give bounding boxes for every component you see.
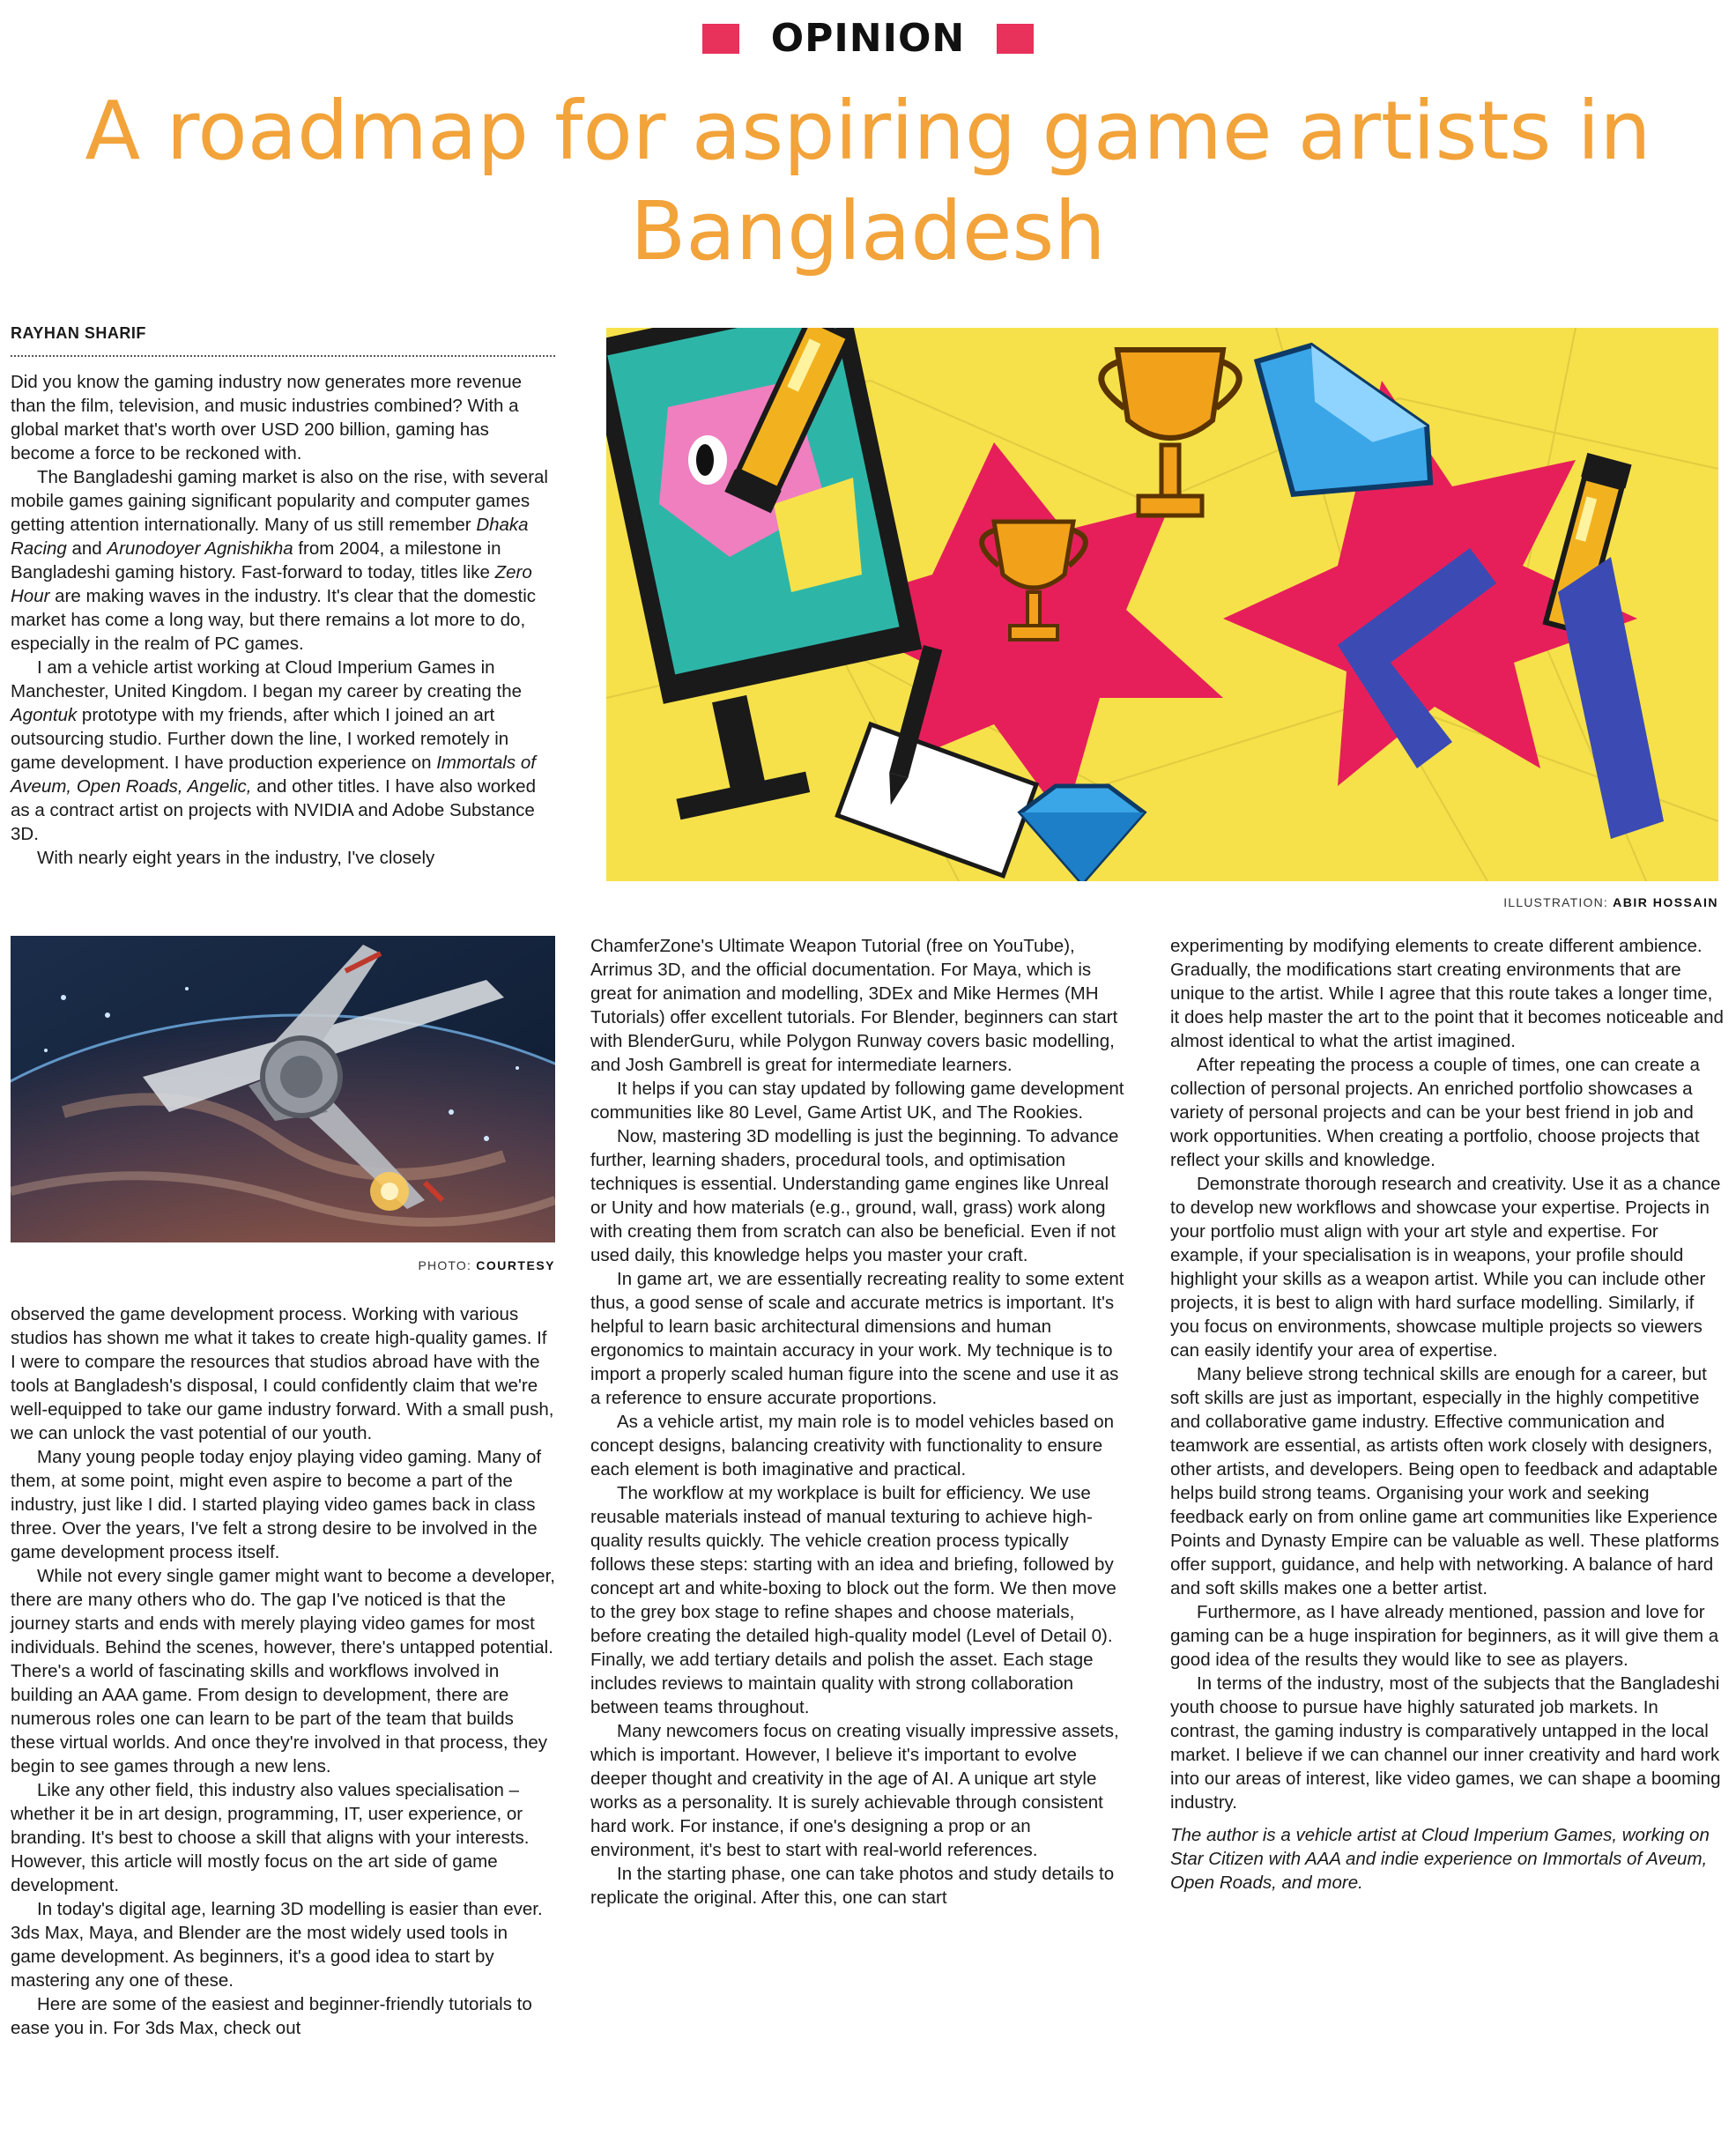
title-italic: Agontuk [11,705,78,725]
article-paragraph: I am a vehicle artist working at Cloud Imperium Games in Manchester, United Kingdom. I began my career by creating the Agontuk prototype with my friends, after which I joined an art outsourcing studio. Further down the line, I worked remotely in game development. I have production experience on Immortals of Aveum, Open Roads, Angelic, and other titles. I have also worked as a contract artist on projects with NVIDIA and Adobe Substance 3D. [11,657,536,844]
article-column-1-top [11,370,555,870]
title-italic: Immortals of Aveum, Open Roads, Angelic, [11,753,536,797]
illustration-credit-name: ABIR HOSSAIN [1613,895,1718,909]
article-column-1-bottom [11,1302,555,2040]
article-paragraph: While not every single gamer might want to become a developer, there are many others who do. The gap I've noticed is that the journey starts and ends with merely playing video games for most individuals. Behind the scenes, however, there's untapped potential. There's a world of fascinating skills and workflows involved in building an AAA game. From design to development, there are numerous roles one can learn to be part of the team that builds these virtual worlds. And once they're involved in that process, they begin to see games through a new lens. [11,1566,555,1776]
illustration-credit-prefix: ILLUSTRATION: [1503,895,1608,909]
article-paragraph: Many believe strong technical skills are enough for a career, but soft skills are just as important, especially in the highly competitive and collaborative game industry. Effective communication and teamwork are essential, as artists often work closely with designers, other artists, and developers. Being open to feedback and adaptable helps build strong teams. Organising your work and seeking feedback early on from online game art communities like Experience Points and Dynasty Empire can be valuable as well. These platforms offer support, guidance, and help with networking. A balance of hard and soft skills makes one a better artist. [1170,1364,1719,1598]
article-paragraph: experimenting by modifying elements to create different ambience. Gradually, the modifications start creating environments that are unique to the artist. While I agree that this route takes a longer time, it does help master the art to the point that it becomes noticeable and almost identical to what the artist imagined. [1170,936,1724,1051]
photo-credit [11,1258,555,1272]
title-italic: Dhaka Racing [11,515,529,559]
photo-credit-prefix: PHOTO: [418,1258,472,1272]
article-paragraph: ChamferZone's Ultimate Weapon Tutorial (free on YouTube), Arrimus 3D, and the official documentation. For Maya, which is great for animation and modelling, 3DEx and Mike Hermes (MH Tutorials) offer excellent tutorials. For Blender, beginners can start with BlenderGuru, while Polygon Runway covers basic modelling, and Josh Gambrell is great for intermediate learners. [590,936,1118,1075]
article-paragraph: Furthermore, as I have already mentioned, passion and love for gaming can be a huge inspiration for beginners, as it will give them a good idea of the results they would like to see as players. [1170,1602,1719,1670]
article-paragraph: In the starting phase, one can take photos and study details to replicate the original. After this, one can start [590,1864,1115,1908]
article-paragraph: Like any other field, this industry also values specialisation – whether it be in art design, programming, IT, user experience, or branding. It's best to choose a skill that aligns with your interests. However, this article will mostly focus on the art side of game development. [11,1780,530,1895]
title-italic: Arunodoyer Agnishikha [107,538,293,559]
article-paragraph: Many newcomers focus on creating visually impressive assets, which is important. However, I believe it's important to evolve deeper thought and creativity in the age of AI. A unique art style works as a personality. It is surely achievable through consistent hard work. For instance, if one's designing a prop or an environment, it's best to start with real-world references. [590,1721,1119,1860]
article-column-2 [590,934,1128,1910]
article-paragraph: observed the game development process. Working with various studios has shown me what it takes to create high-quality games. If I were to compare the resources that studios abroad have with the tools at Bangladesh's disposal, I could confidently claim that we're well-equipped to take our game industry forward. With a small push, we can unlock the vast potential of our youth. [11,1304,554,1443]
illustration-credit [1057,895,1718,909]
spaceship-photo [11,936,555,1242]
article-paragraph: In game art, we are essentially recreating reality to some extent thus, a good sense of scale and accurate metrics is important. It's helpful to learn basic architectural dimensions and human ergonomics to maintain accuracy in your work. My technique is to import a properly scaled human figure into the scene and use it as a reference to ensure accurate proportions. [590,1269,1124,1408]
article-paragraph: Now, mastering 3D modelling is just the beginning. To advance further, learning shaders, procedural tools, and optimisation techniques is essential. Understanding game engines like Unreal or Unity and how materials (e.g., ground, wall, grass) work along with creating them from scratch can also be beneficial. Even if not used daily, this knowledge helps you master your craft. [590,1126,1119,1265]
article-column-3 [1170,934,1725,1895]
photo-credit-name: COURTESY [476,1258,555,1272]
article-paragraph: In terms of the industry, most of the subjects that the Bangladeshi youth choose to pursue have highly saturated job markets. In contrast, the gaming industry is comparatively untapped in the local market. I believe if we can channel our inner creativity and hard work into our areas of interest, like video games, we can shape a booming industry. [1170,1673,1721,1813]
section-tag [0,16,1736,61]
section-marker-right [997,24,1034,54]
article-paragraph: With nearly eight years in the industry, I've closely [37,848,435,868]
article-paragraph: In today's digital age, learning 3D modelling is easier than ever. 3ds Max, Maya, and Blender are the most widely used tools in game development. As beginners, it's a good idea to start by mastering any one of these. [11,1899,543,1991]
article-paragraph: As a vehicle artist, my main role is to model vehicles based on concept designs, balancing creativity with functionality to ensure each element is both imaginative and practical. [590,1412,1115,1480]
article-paragraph: Did you know the gaming industry now generates more revenue than the film, television, and music industries combined? With a global market that's worth over USD 200 billion, gaming has become a force to be reckoned with. [11,372,523,464]
headline: A roadmap for aspiring game artists in Bangladesh [85,84,1651,278]
game-art-illustration [606,328,1718,881]
article-paragraph: It helps if you can stay updated by following game development communities like 80 Level, Game Artist UK, and The Rookies. [590,1079,1124,1123]
article-paragraph: The workflow at my workplace is built for efficiency. We use reusable materials instead of manual texturing to achieve high-quality results quickly. The vehicle creation process typically follows these steps: starting with an idea and briefing, followed by concept art and white-boxing to block out the form. We then move to the grey box stage to refine shapes and choose materials, before creating the detailed high-quality model (Level of Detail 0). Finally, we add tertiary details and polish the asset. Each stage includes reviews to maintain quality with strong collaboration between teams throughout. [590,1483,1117,1717]
article-paragraph: The Bangladeshi gaming market is also on the rise, with several mobile games gaining significant popularity and computer games getting attention internationally. Many of us still remember Dhaka Racing and Arunodoyer Agnishikha from 2004, a milestone in Bangladeshi gaming history. Fast-forward to today, titles like Zero Hour are making waves in the industry. It's clear that the domestic market has come a long way, but there remains a lot more to do, especially in the realm of PC games. [11,467,548,654]
byline-divider [11,355,555,357]
section-marker-left [702,24,739,54]
article-paragraph: Many young people today enjoy playing video gaming. Many of them, at some point, might even aspire to become a part of the industry, just like I did. I started playing video games back in class three. Over the years, I've felt a strong desire to be involved in the game development process itself. [11,1447,542,1562]
title-italic: Zero Hour [11,562,532,606]
author-note: The author is a vehicle artist at Cloud Imperium Games, working on Star Citizen with AAA and indie experience on Immortals of Aveum, Open Roads, and more. [1170,1825,1710,1893]
article-paragraph: After repeating the process a couple of times, one can create a collection of personal projects. An enriched portfolio showcases a variety of personal projects and can be your best friend in job and work opportunities. When creating a portfolio, choose projects that reflect your skills and knowledge. [1170,1055,1700,1170]
article-paragraph: Here are some of the easiest and beginner-friendly tutorials to ease you in. For 3ds Max, check out [11,1994,532,2038]
byline: RAYHAN SHARIF [11,324,146,342]
article-paragraph: Demonstrate thorough research and creativity. Use it as a chance to develop new workflows and showcase your expertise. Projects in your portfolio must align with your art style and expertise. For example, if your specialisation is in weapons, your profile should highlight your skills as a weapon artist. While you can include other projects, it is best to align with hard surface modelling. Similarly, if you focus on environments, showcase multiple projects so viewers can easily identify your area of expertise. [1170,1174,1721,1361]
section-label: OPINION [770,16,966,61]
